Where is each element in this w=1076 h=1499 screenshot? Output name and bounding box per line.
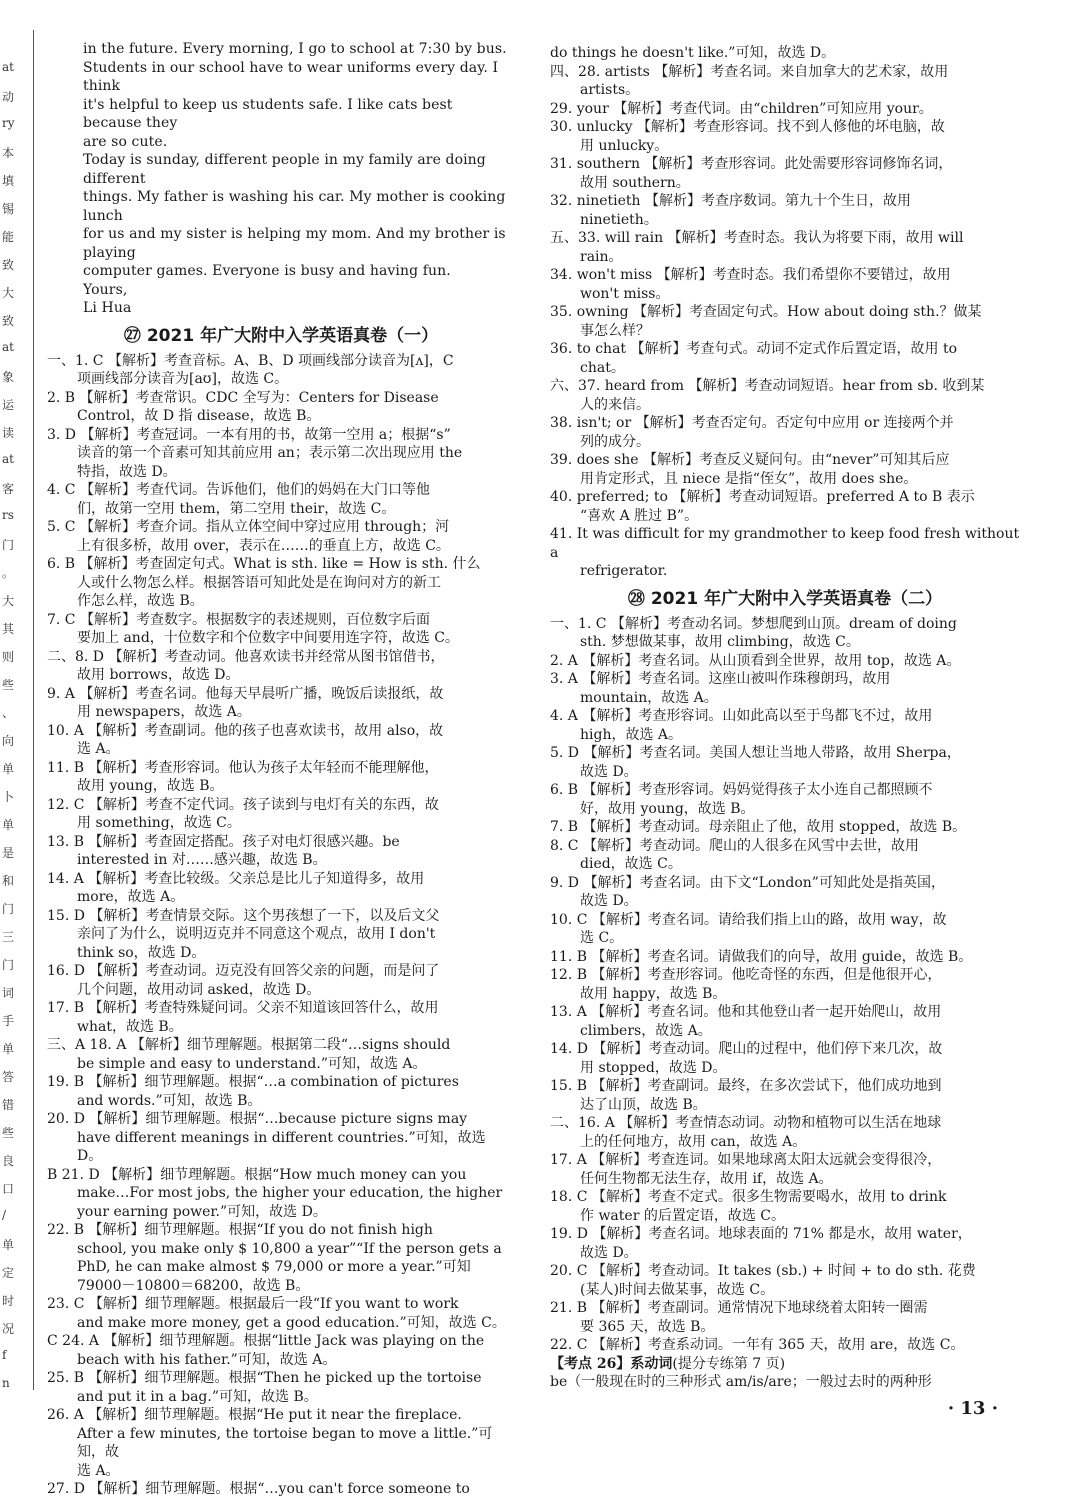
answer-line: do things he doesn't like.”可知，故选 D。: [550, 45, 836, 61]
answer-item: [550, 525, 1020, 581]
answer-line: 9. A 【解析】考查名词。他每天早晨听广播，晚饭后读报纸，故: [47, 685, 444, 702]
answer-item: [47, 389, 515, 426]
answer-item: [550, 837, 1020, 874]
answer-item: [550, 377, 1020, 414]
letter-text: [47, 40, 515, 318]
answer-line-cont: interested in 对……感兴趣，故选 B。: [77, 852, 327, 868]
section-title-27: ㉗ 2021 年广大附中入学英语真卷（一）: [123, 325, 439, 346]
answer-line-cont: 故用 happy，故选 B。: [580, 985, 727, 1002]
answer-line-cont: 上有很多桥，故用 over，表示在……的垂直上方，故选 C。: [77, 537, 450, 554]
answer-line: 3. A 【解析】考查名词。这座山被叫作珠穆朗玛，故用: [550, 671, 891, 687]
answer-line: 二、16. A 【解析】考查情态动词。动物和植物可以生活在地球: [550, 1115, 942, 1131]
answer-line-cont: 故选 D。: [580, 763, 638, 780]
answer-line-cont: ninetieth。: [580, 211, 658, 228]
answer-line-cont: mountain，故选 A。: [580, 689, 718, 706]
answer-line-cont: and words.”可知，故选 B。: [77, 1092, 262, 1109]
answer-item: [550, 1040, 1020, 1077]
answer-item: [47, 870, 515, 907]
answer-item: [47, 833, 515, 870]
answer-line: 22. C 【解析】考查系动词。一年有 365 天，故用 are，故选 C。: [550, 1337, 965, 1353]
answer-item: [550, 303, 1020, 340]
answer-item: [550, 118, 1020, 155]
answer-line-cont: 故选 D。: [580, 893, 638, 909]
key-point-ref: (提分专练第 7 页): [672, 1355, 786, 1372]
gutter-fragment: 手: [2, 1014, 15, 1028]
answer-line-cont: climbers，故选 A。: [580, 1022, 712, 1039]
gutter-fragment: 能: [2, 230, 15, 244]
gutter-fragment: 和: [2, 874, 15, 888]
letter-line: Students in our school have to wear uniforms every day. I think: [83, 59, 499, 94]
answer-line: 35. owning 【解析】考查固定句式。How about doing sth.？做某: [550, 304, 982, 320]
answer-line-cont: 们，故第一空用 them，第二空用 their，故选 C。: [77, 500, 396, 517]
answer-line: 31. southern 【解析】考查形容词。此处需要形容词修饰名词，: [550, 156, 953, 172]
answer-line-cont: 故用 southern。: [580, 174, 690, 191]
answer-line: 5. D 【解析】考查名词。美国人想让当地人带路，故用 Sherpa，: [550, 745, 961, 761]
answer-item: [550, 229, 1020, 266]
answer-line: B 21. D 【解析】细节理解题。根据“How much money can you: [47, 1166, 467, 1183]
answer-line: 5. C 【解析】考查介词。指从立体空间中穿过应用 through；河: [47, 519, 450, 535]
answer-line-cont: 故用 borrows，故选 D。: [77, 667, 240, 683]
answer-line: 29. your 【解析】考查代词。由“children”可知应用 your。: [550, 100, 933, 117]
answer-item: [550, 1114, 1020, 1151]
answer-line: 22. B 【解析】细节理解题。根据“If you do not finish high: [47, 1222, 433, 1238]
answer-line-cont: 选 A。: [77, 741, 120, 757]
answer-item: [550, 192, 1020, 229]
answer-line-cont: chat。: [580, 359, 625, 376]
answer-item: [550, 1262, 1020, 1299]
answer-line: 四、28. artists 【解析】考查名词。来自加拿大的艺术家，故用: [550, 63, 949, 80]
answer-line: 一、1. C 【解析】考查音标。A、B、D 项画线部分读音为[ʌ]，C: [47, 352, 454, 369]
answer-list-27-cont: [550, 44, 1020, 581]
answer-line-cont: 要 365 天，故选 B。: [580, 1318, 715, 1335]
answer-line-cont: have different meanings in different countries.”可知，故选 D。: [77, 1129, 486, 1164]
answer-line: C 24. A 【解析】细节理解题。根据“little Jack was playing on the: [47, 1333, 485, 1349]
answer-line-cont: died，故选 C。: [580, 856, 682, 872]
answer-line-cont: 故选 D。: [580, 1244, 638, 1261]
gutter-fragment: 门: [2, 902, 15, 916]
answer-line: 12. B 【解析】考查形容词。他吃奇怪的东西，但是他很开心，: [550, 967, 942, 983]
answer-line: 13. A 【解析】考查名词。他和其他登山者一起开始爬山，故用: [550, 1004, 942, 1020]
answer-item: [550, 1188, 1020, 1225]
answer-line-cont: “喜欢 A 胜过 B”。: [580, 507, 699, 524]
answer-line: 14. A 【解析】考查比较级。父亲总是比儿子知道得多，故用: [47, 870, 425, 887]
gutter-fragment: n: [2, 1376, 10, 1390]
answer-item: [550, 1225, 1020, 1262]
answer-line-cont: 达了山顶，故选 B。: [580, 1096, 707, 1113]
gutter-fragment: 读: [2, 426, 15, 440]
answer-line: 20. C 【解析】考查动词。It takes (sb.) + 时间 + to do sth. 花费: [550, 1263, 976, 1279]
answer-line: 六、37. heard from 【解析】考查动词短语。hear from sb. 收到某: [550, 378, 985, 394]
answer-line: 13. B 【解析】考查固定搭配。孩子对电灯很感兴趣。be: [47, 833, 400, 850]
answer-item: [550, 1077, 1020, 1114]
gutter-fragment: 。: [2, 566, 15, 580]
answer-item: [550, 488, 1020, 525]
key-point-note: [550, 1355, 1020, 1374]
answer-line: 4. A 【解析】考查形容词。山如此高以至于鸟都飞不过，故用: [550, 708, 933, 724]
answer-line-cont: think so，故选 D。: [77, 944, 206, 961]
answer-line-cont: refrigerator.: [580, 563, 668, 579]
gutter-fragment: 客: [2, 482, 15, 496]
answer-line: 34. won't miss 【解析】考查时态。我们希望你不要错过，故用: [550, 267, 951, 283]
answer-line: 40. preferred; to 【解析】考查动词短语。preferred A to B 表示: [550, 489, 975, 505]
answer-line: 21. B 【解析】考查副词。通常情况下地球绕着太阳转一圈需: [550, 1300, 928, 1316]
gutter-fragment: 大: [2, 594, 15, 608]
letter-line: things. My father is washing his car. My mother is cooking lunch: [83, 189, 506, 224]
answer-item: [47, 1332, 515, 1369]
gutter-fragment: 则: [2, 650, 15, 664]
answer-line: 38. isn't; or 【解析】考查否定句。否定句中应用 or 连接两个并: [550, 415, 954, 431]
gutter-fragment: 致: [2, 258, 15, 272]
answer-line-cont: sth. 梦想做某事，故用 climbing，故选 C。: [580, 634, 860, 650]
answer-line: 39. does she 【解析】考查反义疑问句。由“never”可知其后应: [550, 452, 950, 468]
answer-line-cont: 几个问题，故用动词 asked，故选 D。: [77, 981, 321, 998]
answer-line: 17. A 【解析】考查连词。如果地球离太阳太远就会变得很冷，: [550, 1152, 942, 1168]
answer-line: 6. B 【解析】考查固定句式。What is sth. like = How is sth. 什么: [47, 556, 481, 572]
answer-list-28: [550, 615, 1020, 1355]
answer-line-cont: 项画线部分读音为[aʊ]，故选 C。: [77, 371, 289, 387]
answer-item: [550, 744, 1020, 781]
answer-item: [47, 1369, 515, 1406]
answer-line-cont: 作怎么样，故选 B。: [77, 593, 204, 609]
answer-item: [550, 874, 1020, 911]
answer-line: 五、33. will rain 【解析】考查时态。我认为将要下雨，故用 will: [550, 230, 964, 246]
answer-line: 27. D 【解析】细节理解题。根据“…you can't force someone to: [47, 1481, 470, 1497]
answer-line-cont: 用 something，故选 C。: [77, 815, 241, 831]
gutter-fragment: 是: [2, 846, 15, 860]
answer-item: [47, 685, 515, 722]
gutter-fragment: at: [2, 340, 14, 354]
answer-line: 18. C 【解析】考查不定式。很多生物需要喝水，故用 to drink: [550, 1189, 947, 1205]
answer-line: 2. A 【解析】考查名词。从山顶看到全世界，故用 top，故选 A。: [550, 652, 961, 669]
gutter-fragment: 、: [2, 706, 15, 720]
answer-line-cont: be simple and easy to understand.”可知，故选 A。: [77, 1055, 427, 1072]
gutter-fragment: 运: [2, 398, 15, 412]
answer-item: [550, 670, 1020, 707]
gutter-fragment: 词: [2, 986, 15, 1000]
answer-item: [47, 611, 515, 648]
answer-line: 9. D 【解析】考查名词。由下文“London”可知此处是指英国，: [550, 874, 945, 891]
answer-line-cont: and put it in a bag.”可知，故选 B。: [77, 1388, 318, 1405]
gutter-fragment: 口: [2, 1182, 15, 1196]
answer-line: 32. ninetieth 【解析】考查序数词。第九十个生日，故用: [550, 193, 911, 209]
letter-line: in the future. Every morning, I go to school at 7:30 by bus.: [83, 41, 507, 57]
answer-line-cont: Control，故 D 指 disease，故选 B。: [77, 408, 321, 424]
answer-line-cont: 人或什么物怎么样。根据答语可知此处是在询问对方的新工: [77, 574, 441, 591]
answer-line-cont: 用肯定形式，且 niece 是指“侄女”，故用 does she。: [580, 470, 918, 487]
answer-line: 14. D 【解析】考查动词。爬山的过程中，他们停下来几次，故: [550, 1041, 943, 1057]
answer-line: 二、8. D 【解析】考查动词。他喜欢读书并经常从图书馆借书，: [47, 648, 445, 665]
answer-line-cont: 任何生物都无法生存，故用 if，故选 A。: [580, 1170, 833, 1187]
answer-item: [47, 481, 515, 518]
answer-line-cont: 事怎么样？: [580, 322, 650, 339]
answer-item: [550, 966, 1020, 1003]
right-column: [550, 44, 1020, 1392]
answer-item: [550, 155, 1020, 192]
margin-rule: [33, 30, 34, 1390]
gutter-fragment: 错: [2, 1098, 15, 1112]
answer-line: 12. C 【解析】考查不定代词。孩子读到与电灯有关的东西，故: [47, 796, 439, 813]
gutter-fragment: 单: [2, 1042, 15, 1056]
answer-line: 30. unlucky 【解析】考查形容词。找不到人修他的坏电脑，故: [550, 119, 945, 135]
answer-line-cont: 用 unlucky。: [580, 137, 669, 154]
answer-item: [47, 352, 515, 389]
answer-item: [550, 652, 1020, 671]
answer-item: [550, 615, 1020, 652]
answer-item: [550, 100, 1020, 119]
gutter-fragment: 时: [2, 1294, 15, 1308]
answer-item: [47, 962, 515, 999]
answer-item: [47, 648, 515, 685]
answer-line: 15. D 【解析】考查情景交际。这个男孩想了一下，以及后文父: [47, 907, 440, 924]
answer-item: [47, 1295, 515, 1332]
gutter-fragment: rs: [2, 508, 14, 522]
answer-line-cont: 要加上 and，十位数字和个位数字中间要用连字符，故选 C。: [77, 630, 459, 646]
answer-line: 7. B 【解析】考查动词。母亲阻止了他，故用 stopped，故选 B。: [550, 819, 967, 835]
answer-line-cont: PhD, he can make almost $ 79,000 or more a year.”可知: [77, 1259, 471, 1275]
answer-item: [47, 1406, 515, 1480]
answer-line-cont: After a few minutes, the tortoise began to move a little.”可知，故: [77, 1425, 493, 1460]
gutter-fragment: 锡: [2, 202, 15, 216]
gutter-fragment: 动: [2, 90, 15, 104]
answer-line: 10. C 【解析】考查名词。请给我们指上山的路，故用 way，故: [550, 911, 947, 928]
answer-line: 11. B 【解析】考查形容词。他认为孩子太年轻而不能理解他，: [47, 759, 439, 776]
answer-line-cont: rain。: [580, 248, 623, 265]
page-number: · 13 ·: [947, 1398, 998, 1419]
letter-line: computer games. Everyone is busy and having fun.: [83, 263, 451, 279]
answer-line-cont: 亲问了为什么，说明迈克并不同意这个观点，故用 I don't: [77, 926, 436, 942]
answer-line: 36. to chat 【解析】考查句式。动词不定式作后置定语，故用 to: [550, 341, 958, 357]
letter-line: Li Hua: [83, 300, 132, 316]
answer-line-cont: school, you make only $ 10,800 a year”“If the person gets a: [77, 1240, 502, 1257]
answer-line-cont: 上的任何地方，故用 can，故选 A。: [580, 1133, 807, 1150]
answer-item: [550, 818, 1020, 837]
answer-line-cont: 用 newspapers，故选 A。: [77, 704, 251, 720]
gutter-fragment: 本: [2, 146, 15, 160]
gutter-fragment: 些: [2, 678, 15, 692]
answer-item: [550, 340, 1020, 377]
gutter-fragment: 门: [2, 958, 15, 972]
answer-line-cont: high，故选 A。: [580, 726, 683, 743]
letter-line: Today is sunday, different people in my family are doing different: [83, 152, 486, 187]
answer-line-cont: 读音的第一个音素可知其前应用 an；表示第二次出现应用 the: [77, 445, 463, 461]
answer-item: [550, 707, 1020, 744]
answer-item: [47, 518, 515, 555]
answer-item: [550, 948, 1020, 967]
answer-item: [47, 1480, 515, 1499]
answer-item: [47, 1166, 515, 1222]
answer-line: 6. B 【解析】考查形容词。妈妈觉得孩子太小连自己都照顾不: [550, 782, 933, 798]
gutter-fragment: 些: [2, 1126, 15, 1140]
answer-item: [47, 1221, 515, 1295]
key-point-label: 【考点 26】系动词: [550, 1355, 673, 1372]
gutter-fragment: ry: [2, 116, 15, 130]
answer-item: [47, 907, 515, 963]
gutter-fragment: 况: [2, 1322, 15, 1336]
answer-item: [47, 796, 515, 833]
answer-item: [550, 63, 1020, 100]
key-point-body: be（一般现在时的三种形式 am/is/are；一般过去时的两种形: [550, 1374, 932, 1390]
answer-line-cont: 选 C。: [580, 930, 624, 946]
gutter-fragment: 向: [2, 734, 15, 748]
answer-line: 2. B 【解析】考查常识。CDC 全写为：Centers for Disease: [47, 389, 439, 406]
answer-line-cont: artists。: [580, 82, 640, 98]
answer-line: 19. B 【解析】细节理解题。根据“…a combination of pictures: [47, 1074, 459, 1090]
answer-line: 三、A 18. A 【解析】细节理解题。根据第二段“…signs should: [47, 1037, 451, 1053]
answer-line-cont: more，故选 A。: [77, 889, 185, 905]
gutter-fragment: 填: [2, 174, 15, 188]
answer-line: 16. D 【解析】考查动词。迈克没有回答父亲的问题，而是问了: [47, 963, 440, 979]
answer-item: [47, 1110, 515, 1166]
answer-line-cont: (某人)时间去做某事，故选 C。: [580, 1281, 775, 1298]
answer-line: 23. C 【解析】细节理解题。根据最后一段“If you want to work: [47, 1296, 459, 1312]
answer-line: 20. D 【解析】细节理解题。根据“…because picture signs may: [47, 1111, 468, 1127]
gutter-fragment: at: [2, 60, 14, 74]
gutter-fragment: at: [2, 452, 14, 466]
left-margin-fragments: [0, 0, 30, 1470]
answer-item: [550, 1151, 1020, 1188]
gutter-fragment: 三: [2, 930, 15, 944]
section-title-28: ㉘ 2021 年广大附中入学英语真卷（二）: [627, 588, 943, 609]
answer-item: [550, 781, 1020, 818]
answer-item: [550, 44, 1020, 63]
answer-line-cont: 人的来信。: [580, 396, 650, 413]
answer-line-cont: 作 water 的后置定语，故选 C。: [580, 1207, 785, 1224]
letter-line: are so cute.: [83, 133, 168, 150]
answer-line-cont: 用 stopped，故选 D。: [580, 1059, 727, 1076]
answer-item: [550, 1299, 1020, 1336]
gutter-fragment: 象: [2, 370, 15, 384]
answer-line: 8. C 【解析】考查动词。爬山的人很多在风雪中去世，故用: [550, 837, 919, 854]
answer-list-27: [47, 352, 515, 1499]
letter-line: Yours,: [83, 281, 128, 298]
answer-item: [47, 555, 515, 611]
answer-item: [47, 426, 515, 482]
answer-line-cont: and make more money, get a good education.”可知，故选 C。: [77, 1314, 506, 1331]
answer-item: [550, 1003, 1020, 1040]
gutter-fragment: 单: [2, 762, 15, 776]
answer-line: 15. B 【解析】考查副词。最终，在多次尝试下，他们成功地到: [550, 1078, 942, 1094]
answer-line: 一、1. C 【解析】考查动名词。梦想爬到山顶。dream of doing: [550, 615, 957, 632]
answer-line-cont: 故用 young，故选 B。: [77, 778, 224, 794]
answer-line: 4. C 【解析】考查代词。告诉他们，他们的妈妈在大门口等他: [47, 482, 430, 498]
gutter-fragment: 门: [2, 538, 15, 552]
answer-line-cont: 列的成分。: [580, 433, 650, 450]
answer-line: 25. B 【解析】细节理解题。根据“Then he picked up the tortoise: [47, 1370, 482, 1386]
gutter-fragment: f: [2, 1348, 7, 1362]
answer-item: [550, 266, 1020, 303]
letter-line: it's helpful to keep us students safe. I like cats best because they: [83, 96, 453, 131]
letter-line: for us and my sister is helping my mom. And my brother is playing: [83, 226, 506, 261]
gutter-fragment: 单: [2, 1238, 15, 1252]
answer-item: [47, 722, 515, 759]
answer-line-cont: your earning power.”可知，故选 D。: [77, 1203, 327, 1220]
answer-line: 41. It was difficult for my grandmother to keep food fresh without a: [550, 526, 1020, 561]
answer-line-cont: 好，故用 young，故选 B。: [580, 800, 755, 817]
answer-line-cont: 选 A。: [77, 1462, 120, 1479]
answer-item: [47, 1036, 515, 1073]
answer-line: 7. C 【解析】考查数字。根据数字的表述规则，百位数字后面: [47, 611, 430, 628]
answer-line-cont: 特指，故选 D。: [77, 463, 177, 480]
gutter-fragment: /: [2, 1208, 7, 1222]
answer-item: [47, 759, 515, 796]
answer-line: 26. A 【解析】细节理解题。根据“He put it near the fireplace.: [47, 1407, 462, 1423]
answer-item: [550, 911, 1020, 948]
gutter-fragment: 定: [2, 1266, 15, 1280]
answer-item: [47, 1073, 515, 1110]
answer-line: 3. D 【解析】考查冠词。一本有用的书，故第一空用 a；根据“s”: [47, 426, 451, 443]
answer-line-cont: won't miss。: [580, 285, 670, 302]
answer-item: [550, 1336, 1020, 1355]
gutter-fragment: 大: [2, 286, 15, 300]
gutter-fragment: 答: [2, 1070, 15, 1084]
answer-line: 10. A 【解析】考查副词。他的孩子也喜欢读书，故用 also，故: [47, 722, 444, 739]
gutter-fragment: 良: [2, 1154, 15, 1168]
answer-line-cont: what，故选 B。: [77, 1018, 183, 1035]
answer-item: [550, 451, 1020, 488]
answer-line: 17. B 【解析】考查特殊疑问词。父亲不知道该回答什么，故用: [47, 1000, 439, 1016]
left-column: [47, 40, 515, 1499]
answer-line-cont: 79000－10800＝68200，故选 B。: [77, 1277, 310, 1294]
answer-line: 19. D 【解析】考查名词。地球表面的 71% 都是水，故用 water，: [550, 1226, 972, 1242]
gutter-fragment: 致: [2, 314, 15, 328]
answer-item: [550, 414, 1020, 451]
answer-line-cont: make…For most jobs, the higher your education, the higher: [77, 1185, 503, 1201]
answer-line-cont: beach with his father.”可知，故选 A。: [77, 1351, 337, 1368]
answer-item: [47, 999, 515, 1036]
gutter-fragment: 单: [2, 818, 15, 832]
answer-line: 11. B 【解析】考查名词。请做我们的向导，故用 guide，故选 B。: [550, 948, 973, 965]
gutter-fragment: 卜: [2, 790, 15, 804]
gutter-fragment: 其: [2, 622, 15, 636]
